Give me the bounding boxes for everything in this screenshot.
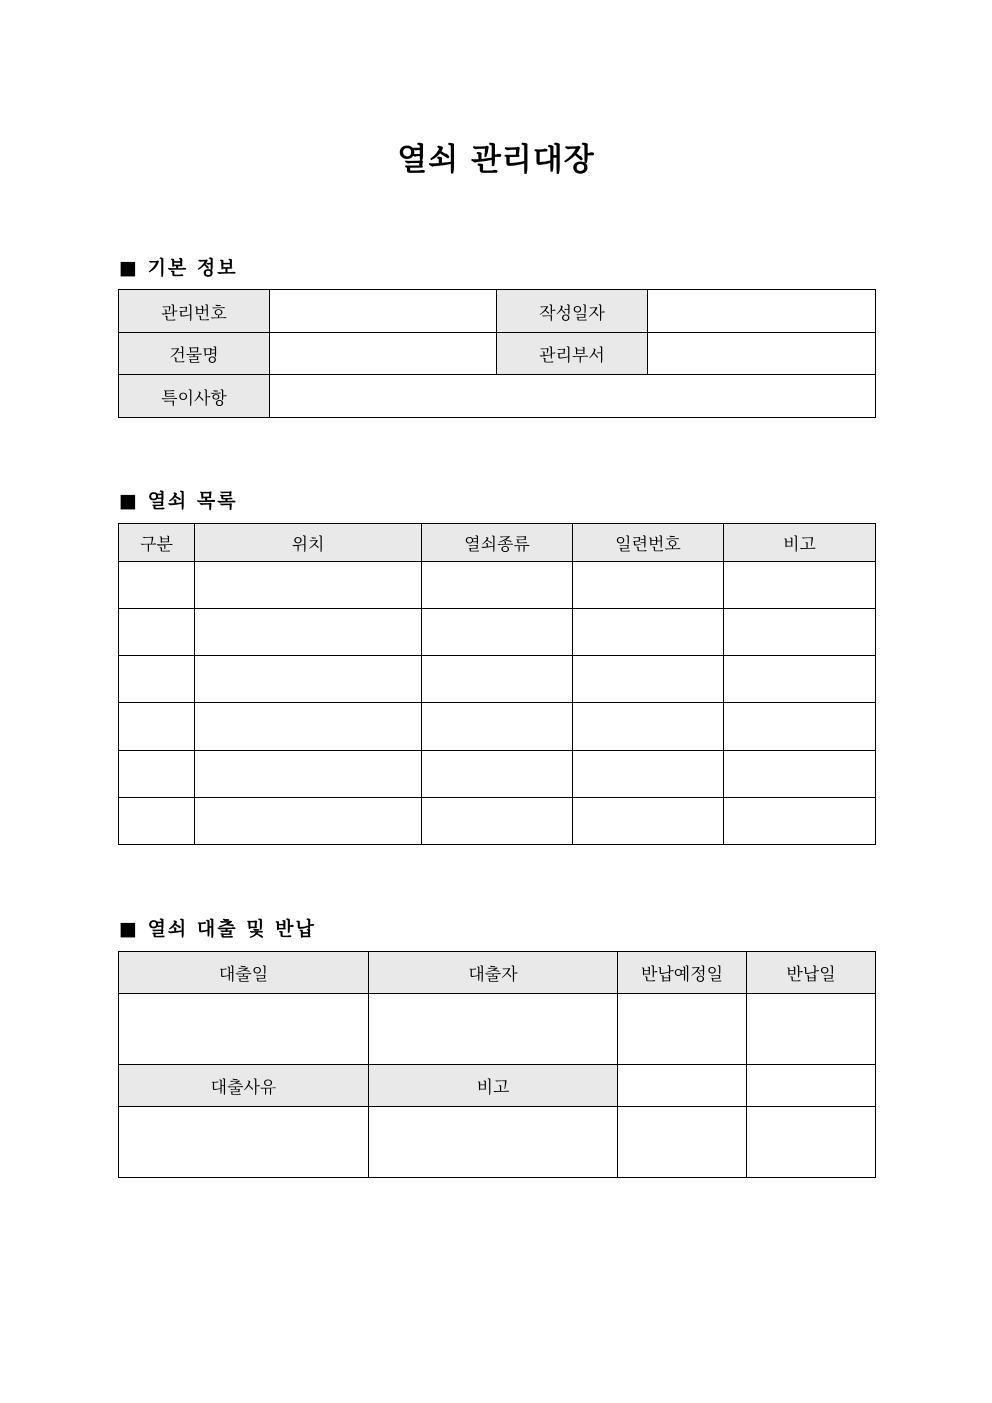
table-row	[119, 994, 876, 1065]
table-row	[119, 375, 876, 418]
column-header-note: 비고	[369, 1065, 618, 1107]
column-header-location: 위치	[195, 524, 422, 562]
table-cell[interactable]	[369, 994, 618, 1065]
label-management-no: 관리번호	[119, 290, 270, 333]
table-cell[interactable]	[724, 703, 876, 751]
table-cell[interactable]	[618, 994, 747, 1065]
key-list-table	[118, 523, 876, 845]
section-heading-loan: ■ 열쇠 대출 및 반납	[119, 918, 316, 940]
table-cell[interactable]	[618, 1107, 747, 1178]
table-cell[interactable]	[119, 1107, 369, 1178]
table-cell[interactable]	[724, 562, 876, 609]
column-header-return-date: 반납일	[747, 952, 876, 994]
table-cell[interactable]	[195, 798, 422, 845]
table-cell[interactable]	[119, 562, 195, 609]
label-building-name: 건물명	[119, 333, 270, 375]
table-header-row	[119, 952, 876, 994]
table-row	[119, 703, 876, 751]
table-cell[interactable]	[119, 751, 195, 798]
table-cell[interactable]	[195, 656, 422, 703]
column-header-loan-reason: 대출사유	[119, 1065, 369, 1107]
table-row	[119, 609, 876, 656]
column-header-loan-date: 대출일	[119, 952, 369, 994]
basic-info-table	[118, 289, 876, 418]
column-header-note: 비고	[724, 524, 876, 562]
table-cell[interactable]	[195, 562, 422, 609]
management-no-field[interactable]	[270, 290, 497, 333]
column-header-due-date: 반납예정일	[618, 952, 747, 994]
table-row	[119, 1107, 876, 1178]
table-cell[interactable]	[724, 751, 876, 798]
table-cell[interactable]	[422, 656, 573, 703]
table-cell[interactable]	[422, 562, 573, 609]
table-cell[interactable]	[573, 656, 724, 703]
table-row	[119, 798, 876, 845]
table-cell[interactable]	[747, 994, 876, 1065]
page-title: 열쇠 관리대장	[397, 142, 595, 178]
column-header-key-type: 열쇠종류	[422, 524, 573, 562]
column-header-serial-no: 일련번호	[573, 524, 724, 562]
table-cell[interactable]	[724, 656, 876, 703]
table-row	[119, 333, 876, 375]
table-cell[interactable]	[422, 751, 573, 798]
table-cell[interactable]	[747, 1107, 876, 1178]
table-cell[interactable]	[747, 1065, 876, 1107]
remarks-field[interactable]	[270, 375, 876, 418]
table-cell[interactable]	[422, 609, 573, 656]
table-cell[interactable]	[119, 798, 195, 845]
table-cell[interactable]	[369, 1107, 618, 1178]
table-cell[interactable]	[119, 703, 195, 751]
table-row	[119, 562, 876, 609]
table-cell[interactable]	[573, 798, 724, 845]
loan-table	[118, 951, 876, 1178]
section-heading-basic-info: ■ 기본 정보	[119, 257, 238, 279]
table-header-row	[119, 524, 876, 562]
table-cell[interactable]	[119, 994, 369, 1065]
table-cell[interactable]	[422, 798, 573, 845]
table-cell[interactable]	[119, 656, 195, 703]
table-cell[interactable]	[573, 609, 724, 656]
department-field[interactable]	[648, 333, 876, 375]
column-header-borrower: 대출자	[369, 952, 618, 994]
table-cell[interactable]	[195, 751, 422, 798]
table-cell[interactable]	[195, 609, 422, 656]
label-department: 관리부서	[497, 333, 648, 375]
table-row	[119, 290, 876, 333]
table-cell[interactable]	[573, 703, 724, 751]
table-cell[interactable]	[422, 703, 573, 751]
section-heading-key-list: ■ 열쇠 목록	[119, 490, 238, 512]
label-created-date: 작성일자	[497, 290, 648, 333]
table-cell[interactable]	[618, 1065, 747, 1107]
table-cell[interactable]	[573, 562, 724, 609]
column-header-category: 구분	[119, 524, 195, 562]
table-row	[119, 656, 876, 703]
table-cell[interactable]	[195, 703, 422, 751]
table-cell[interactable]	[724, 609, 876, 656]
created-date-field[interactable]	[648, 290, 876, 333]
table-cell[interactable]	[119, 609, 195, 656]
table-cell[interactable]	[573, 751, 724, 798]
table-header-row	[119, 1065, 876, 1107]
label-remarks: 특이사항	[119, 375, 270, 418]
table-row	[119, 751, 876, 798]
table-cell[interactable]	[724, 798, 876, 845]
building-name-field[interactable]	[270, 333, 497, 375]
